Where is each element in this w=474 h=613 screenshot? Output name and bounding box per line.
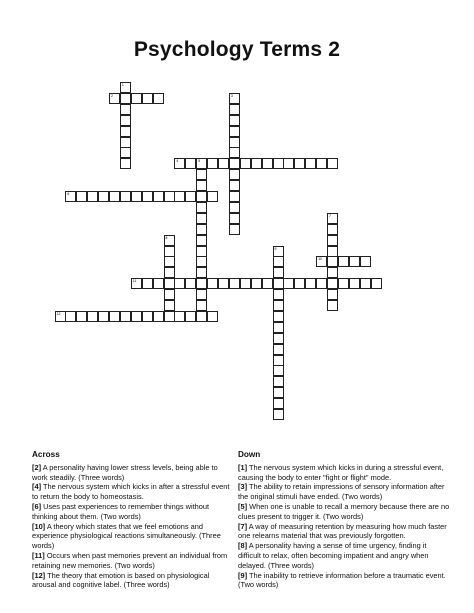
grid-cell[interactable]: [229, 126, 240, 137]
clue-number-label: 1: [121, 83, 124, 87]
across-heading: Across: [32, 450, 60, 459]
grid-cell[interactable]: [273, 246, 284, 257]
grid-cell[interactable]: [196, 289, 207, 300]
grid-cell[interactable]: [120, 93, 131, 104]
grid-cell[interactable]: [120, 82, 131, 93]
grid-cell[interactable]: [229, 158, 240, 169]
grid-cell[interactable]: [164, 191, 175, 202]
grid-cell[interactable]: [229, 202, 240, 213]
across-clue: [32, 522, 232, 551]
grid-cell[interactable]: [229, 115, 240, 126]
grid-cell[interactable]: [131, 191, 142, 202]
clue-number: [3]: [238, 482, 248, 492]
across-clue: [32, 551, 232, 571]
page-title: Psychology Terms 2: [133, 38, 341, 61]
grid-cell[interactable]: [229, 278, 240, 289]
grid-cell[interactable]: [196, 246, 207, 257]
grid-cell[interactable]: [164, 300, 175, 311]
grid-cell[interactable]: [196, 213, 207, 224]
grid-cell[interactable]: [164, 246, 175, 257]
clue-number-label: 5: [198, 159, 201, 164]
grid-cell[interactable]: [196, 158, 207, 169]
grid-cell[interactable]: [273, 355, 284, 366]
grid-cell[interactable]: [142, 311, 153, 322]
grid-cell[interactable]: [273, 387, 284, 398]
clue-number-label: 6: [67, 192, 70, 196]
grid-cell[interactable]: [120, 137, 131, 148]
grid-cell[interactable]: [251, 158, 262, 169]
grid-cell[interactable]: [229, 93, 240, 104]
clue-text: Occurs when past memories prevent an individual from retaining new memories. (Two words): [32, 550, 228, 570]
grid-cell[interactable]: [87, 311, 98, 322]
clue-number: [8]: [238, 541, 248, 551]
grid-cell[interactable]: [185, 278, 196, 289]
down-heading: Down: [238, 450, 261, 459]
clue-number-label: 7: [329, 213, 331, 218]
grid-cell[interactable]: [164, 278, 175, 289]
grid-cell[interactable]: [196, 311, 207, 322]
grid-cell[interactable]: [273, 344, 284, 355]
grid-cell[interactable]: [142, 191, 153, 202]
clue-number: [2]: [32, 462, 42, 472]
grid-cell[interactable]: [196, 180, 207, 191]
grid-cell[interactable]: [316, 278, 327, 289]
grid-cell[interactable]: [262, 278, 273, 289]
grid-cell[interactable]: [294, 158, 305, 169]
grid-cell[interactable]: [273, 267, 284, 278]
grid-cell[interactable]: [153, 278, 164, 289]
grid-cell[interactable]: [196, 256, 207, 267]
grid-cell[interactable]: [131, 278, 142, 289]
grid-cell[interactable]: [229, 180, 240, 191]
clue-number: [9]: [238, 570, 248, 580]
grid-cell[interactable]: [360, 278, 371, 289]
clue-text: A personality having a sense of time urgency, finding it difficult to relax, often becoming impatient and angry when delayed. (Three words): [238, 541, 429, 570]
clue-number: [6]: [32, 501, 42, 511]
grid-cell[interactable]: [327, 158, 338, 169]
grid-cell[interactable]: [131, 311, 142, 322]
grid-cell[interactable]: [196, 224, 207, 235]
grid-cell[interactable]: [283, 278, 294, 289]
grid-cell[interactable]: [229, 147, 240, 158]
grid-cell[interactable]: [185, 191, 196, 202]
grid-cell[interactable]: [98, 311, 109, 322]
grid-cell[interactable]: [164, 256, 175, 267]
clue-number: [1]: [238, 462, 248, 472]
down-clue: [238, 463, 450, 483]
down-clue: [238, 541, 450, 570]
clue-number: [4]: [32, 482, 42, 492]
grid-cell[interactable]: [327, 246, 338, 257]
clue-text: A theory which states that we feel emotions and experience physiological reactions simultaneously. (Three words): [32, 521, 221, 551]
grid-cell[interactable]: [218, 278, 229, 289]
grid-cell[interactable]: [87, 191, 98, 202]
grid-cell[interactable]: [273, 289, 284, 300]
clue-number-label: 8: [165, 235, 168, 240]
down-clue: [238, 571, 450, 591]
grid-cell[interactable]: [240, 158, 251, 169]
clue-number: [10]: [32, 521, 46, 531]
grid-cell[interactable]: [207, 311, 218, 322]
clue-number: [11]: [32, 550, 45, 560]
down-clue: [238, 522, 450, 542]
grid-cell[interactable]: [76, 191, 87, 202]
clue-text: The theory that emotion is based on physiological arousal and cognitive label. (Three words): [32, 570, 210, 590]
clue-text: When one is unable to recall a memory because there are no clues present to trigger it. (Two words): [238, 501, 450, 521]
grid-cell[interactable]: [273, 311, 284, 322]
clue-number: [12]: [32, 570, 46, 580]
grid-cell[interactable]: [142, 93, 153, 104]
grid-cell[interactable]: [98, 191, 109, 202]
grid-cell[interactable]: [196, 300, 207, 311]
grid-cell[interactable]: [120, 147, 131, 158]
grid-cell[interactable]: [251, 278, 262, 289]
grid-cell[interactable]: [229, 224, 240, 235]
grid-cell[interactable]: [164, 267, 175, 278]
grid-cell[interactable]: [273, 278, 284, 289]
grid-cell[interactable]: [120, 158, 131, 169]
clue-text: A personality having lower stress levels, being able to work steadily. (Three words): [32, 462, 218, 482]
clue-text: The inability to retrieve information before a traumatic event. (Two words): [238, 570, 446, 590]
grid-cell[interactable]: [120, 191, 131, 202]
clue-number: [7]: [238, 521, 248, 531]
grid-cell[interactable]: [273, 409, 284, 420]
clue-text: The nervous system which kicks in after a stressful event to return the body to homeostasis.: [32, 482, 230, 502]
grid-cell[interactable]: [196, 202, 207, 213]
grid-cell[interactable]: [338, 278, 349, 289]
clue-number-label: 4: [176, 159, 179, 164]
grid-cell[interactable]: [327, 289, 338, 300]
grid-cell[interactable]: [305, 278, 316, 289]
clue-number-label: 2: [111, 93, 113, 98]
grid-cell[interactable]: [207, 278, 218, 289]
grid-cell[interactable]: [273, 376, 284, 387]
clue-text: The nervous system which kicks in during a stressful event, causing the body to enter "fight or flight" mode.: [238, 462, 444, 482]
grid-cell[interactable]: [240, 278, 251, 289]
grid-cell[interactable]: [327, 267, 338, 278]
grid-cell[interactable]: [65, 191, 76, 202]
across-clue: [32, 571, 232, 591]
grid-cell[interactable]: [65, 311, 76, 322]
grid-cell[interactable]: [273, 365, 284, 376]
grid-cell[interactable]: [294, 278, 305, 289]
grid-cell[interactable]: [262, 158, 273, 169]
grid-cell[interactable]: [153, 311, 164, 322]
grid-cell[interactable]: [316, 256, 327, 267]
down-clues: [238, 450, 450, 590]
grid-cell[interactable]: [273, 300, 284, 311]
grid-cell[interactable]: [120, 311, 131, 322]
grid-cell[interactable]: [229, 169, 240, 180]
grid-cell[interactable]: [273, 158, 284, 169]
grid-cell[interactable]: [196, 278, 207, 289]
across-clue: [32, 502, 232, 522]
grid-cell[interactable]: [273, 256, 284, 267]
grid-cell[interactable]: [316, 158, 327, 169]
grid-cell[interactable]: [164, 289, 175, 300]
grid-cell[interactable]: [207, 191, 218, 202]
clue-number-label: 12: [56, 311, 61, 316]
grid-cell[interactable]: [360, 256, 371, 267]
grid-cell[interactable]: [196, 235, 207, 246]
grid-cell[interactable]: [229, 104, 240, 115]
across-clue: [32, 463, 232, 483]
grid-cell[interactable]: [55, 311, 66, 322]
grid-cell[interactable]: [327, 256, 338, 267]
grid-cell[interactable]: [131, 93, 142, 104]
grid-cell[interactable]: [218, 158, 229, 169]
grid-cell[interactable]: [327, 235, 338, 246]
grid-cell[interactable]: [153, 191, 164, 202]
clue-text: Uses past experiences to remember things without thinking about them. (Two words): [32, 501, 210, 521]
grid-cell[interactable]: [349, 278, 360, 289]
grid-cell[interactable]: [229, 213, 240, 224]
grid-cell[interactable]: [174, 158, 185, 169]
clue-text: A way of measuring retention by measuring how much faster one relearns material that was previously forgotten.: [238, 521, 447, 541]
grid-cell[interactable]: [109, 93, 120, 104]
grid-cell[interactable]: [327, 278, 338, 289]
grid-cell[interactable]: [207, 158, 218, 169]
grid-cell[interactable]: [120, 115, 131, 126]
grid-cell[interactable]: [76, 311, 87, 322]
grid-cell[interactable]: [273, 333, 284, 344]
grid-cell[interactable]: [174, 278, 185, 289]
grid-cell[interactable]: [327, 300, 338, 311]
clue-number-label: 9: [274, 246, 277, 251]
grid-cell[interactable]: [338, 256, 349, 267]
clue-text: The ability to retain impressions of sensory information after the original stimuli have ended. (Two words): [238, 482, 445, 502]
clue-number-label: 11: [132, 279, 137, 284]
grid-cell[interactable]: [185, 311, 196, 322]
grid-cell[interactable]: [196, 267, 207, 278]
grid-cell[interactable]: [174, 191, 185, 202]
grid-cell[interactable]: [327, 213, 338, 224]
grid-cell[interactable]: [305, 158, 316, 169]
down-clue: [238, 502, 450, 522]
grid-cell[interactable]: [196, 191, 207, 202]
across-clues: [32, 450, 232, 590]
grid-cell[interactable]: [153, 93, 164, 104]
grid-cell[interactable]: [185, 158, 196, 169]
grid-cell[interactable]: [120, 126, 131, 137]
grid-cell[interactable]: [229, 191, 240, 202]
grid-cell[interactable]: [164, 235, 175, 246]
grid-cell[interactable]: [229, 137, 240, 148]
grid-cell[interactable]: [174, 311, 185, 322]
grid-cell[interactable]: [109, 311, 120, 322]
grid-cell[interactable]: [196, 169, 207, 180]
grid-cell[interactable]: [283, 158, 294, 169]
grid-cell[interactable]: [164, 311, 175, 322]
down-clue: [238, 482, 450, 502]
grid-cell[interactable]: [371, 278, 382, 289]
clue-number: [5]: [238, 501, 248, 511]
grid-cell[interactable]: [349, 256, 360, 267]
across-clue: [32, 482, 232, 502]
grid-cell[interactable]: [120, 104, 131, 115]
clue-number-label: 3: [230, 93, 233, 98]
clue-number-label: 10: [318, 257, 322, 262]
grid-cell[interactable]: [273, 398, 284, 409]
grid-cell[interactable]: [142, 278, 153, 289]
grid-cell[interactable]: [327, 224, 338, 235]
grid-cell[interactable]: [273, 322, 284, 333]
grid-cell[interactable]: [109, 191, 120, 202]
